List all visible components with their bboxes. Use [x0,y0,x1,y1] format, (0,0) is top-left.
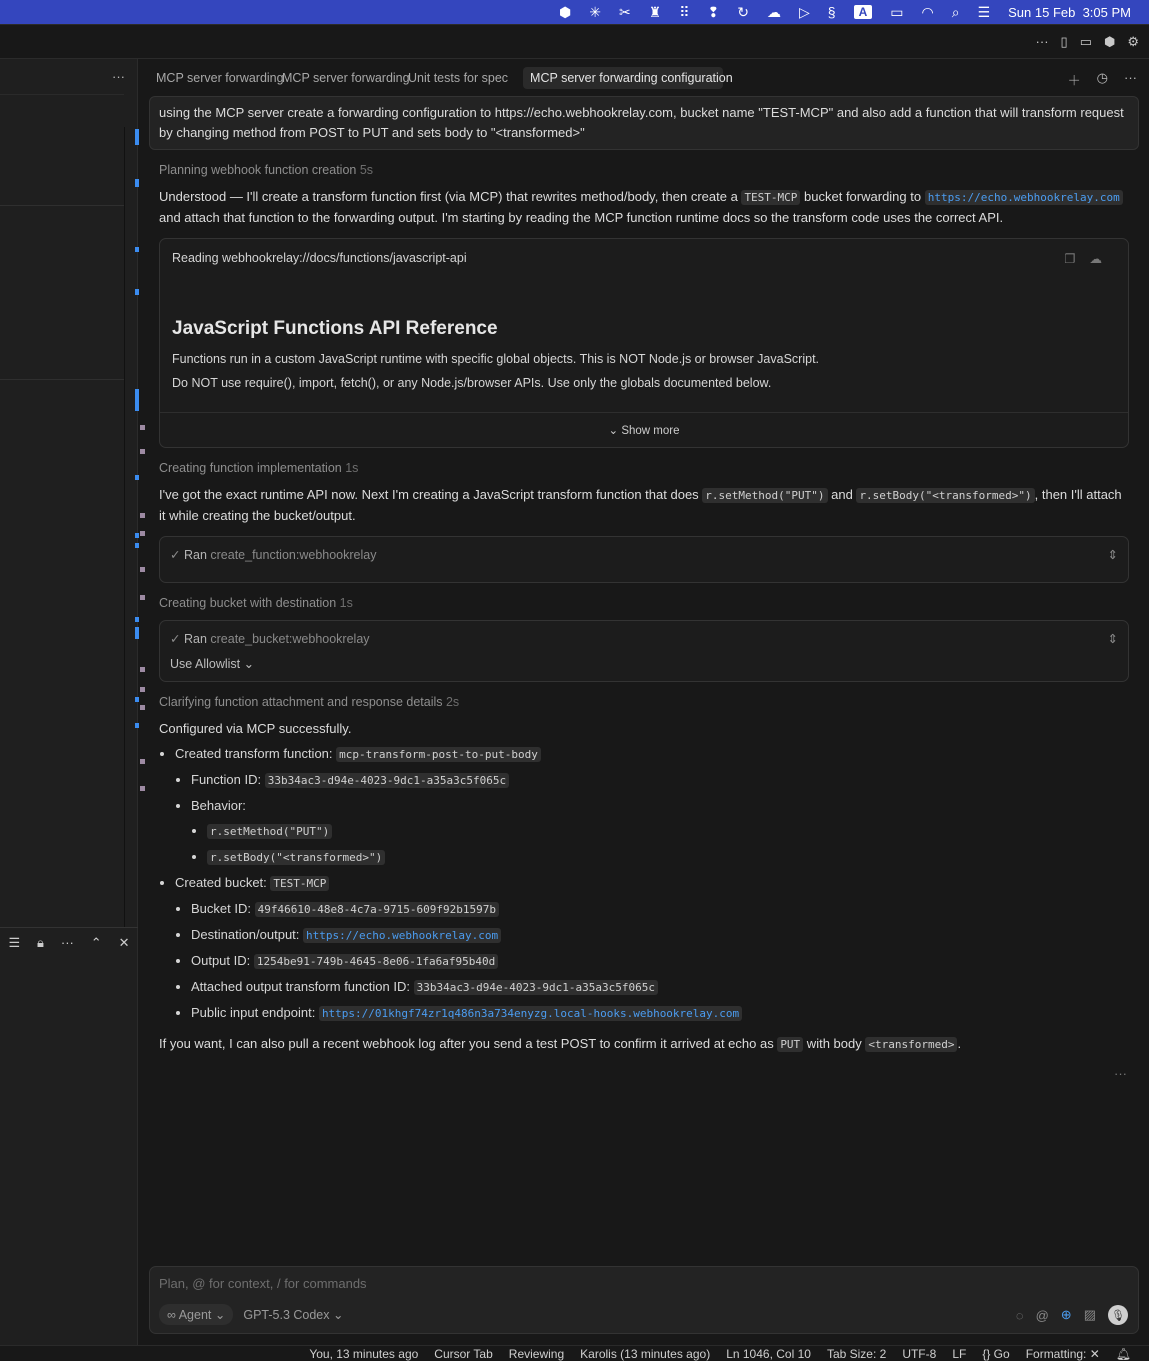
marker [140,425,145,430]
wifi-icon[interactable]: ◠ [921,3,934,20]
step-time: 5s [359,163,374,177]
chevron-down-icon: ⌄ [243,657,255,671]
tool-name: create_bucket:webhookrelay [210,632,370,646]
allowlist-label: Use Allowlist [170,657,241,671]
plus-icon[interactable]: ＋ [1067,73,1081,88]
control-center-icon[interactable]: ☰ [977,3,991,20]
inline-code: TEST-MCP [741,190,800,205]
marker [140,759,145,764]
message-more-icon[interactable]: ··· [1114,1066,1127,1081]
menu-bar [0,0,1149,24]
marker [140,449,145,454]
inline-code: r.setBody("<transformed>") [856,488,1034,503]
loading-icon: ◌ [1015,1307,1024,1323]
clear-filter-icon[interactable]: ☰ [8,934,21,950]
grid-icon[interactable]: ⠿ [679,3,690,20]
change-marker [135,533,139,538]
assistant-text [159,187,1129,228]
history-icon[interactable]: ◷ [1096,70,1108,85]
status-bar [0,1345,1149,1361]
label: Output ID: [191,953,251,968]
image-icon[interactable]: ▨ [1083,1307,1096,1322]
inline-code: <transformed> [865,1037,957,1052]
list-item [191,951,1139,972]
inline-code: r.setMethod("PUT") [207,824,332,839]
status-encoding[interactable]: UTF-8 [902,1346,937,1361]
list-item [175,873,1139,1024]
status-tab-size[interactable]: Tab Size: 2 [826,1346,887,1361]
cloud-icon[interactable]: ☁ [1089,252,1116,266]
text: with body [803,1036,866,1051]
search-icon[interactable]: ⌕ [951,3,960,20]
result-list [175,744,1139,1024]
inline-code: 1254be91-749b-4645-8e06-1fa6af95b40d [254,954,498,969]
model-label: GPT-5.3 Codex [243,1308,330,1322]
list-item [175,744,1139,868]
text: If you want, I can also pull a recent webhook log after you send a test POST to confirm it arrived at echo as [159,1036,778,1051]
marker [140,786,145,791]
step-label: Planning webhook function creation [159,163,357,177]
text: , then I'll attach it while creating the bucket/output. [159,487,1122,523]
doc-line: Do NOT use require(), import, fetch(), or any Node.js/browser APIs. Use only the globals documented below. [172,376,772,390]
tools-icon[interactable]: ✂ [618,3,631,20]
status-author[interactable]: Karolis (13 minutes ago) [580,1346,711,1361]
doc-read-card [159,238,1129,448]
date: Sun 15 Feb [1008,4,1076,20]
more-icon[interactable]: ··· [112,69,125,84]
marker [140,567,145,572]
show-more-button[interactable] [160,412,1128,447]
globe-icon[interactable]: ⊕ [1060,1307,1072,1322]
label: Destination/output: [191,927,300,942]
step-label: Creating bucket with destination [159,596,337,610]
check-icon: ✓ [170,632,181,646]
doc-title: Reading webhookrelay://docs/functions/javascript-api [172,251,467,265]
text: and attach that function to the forwarding output. I'm starting by reading the MCP function runtime docs so the transform code uses the correct API. [159,210,1004,225]
infinity-icon: ∞ [167,1308,176,1322]
user-message[interactable]: using the MCP server create a forwarding configuration to https://echo.webhookrelay.com, bucket name "TEST-MCP" and also add a function that will transform request by changing method from POST to PUT and sets body to "<transformed>" [149,96,1139,150]
input-source[interactable]: A [854,5,873,19]
thinking-step[interactable] [159,461,1129,475]
inline-link[interactable]: https://01khgf74zr1q486n3a734enyzg.local-hooks.webhookrelay.com [319,1006,742,1021]
copy-icon[interactable]: ❐ [1064,252,1090,266]
mode-label: Agent [178,1308,212,1322]
change-marker [135,697,139,702]
time: 3:05 PM [1082,4,1131,20]
label: Behavior: [191,798,246,813]
marker [140,667,145,672]
mode-selector[interactable] [159,1304,233,1325]
play-icon[interactable]: ▷ [799,3,810,20]
editor-header [0,94,124,206]
change-marker [135,627,139,639]
marker [140,705,145,710]
editor-panel [0,59,138,1345]
doc-heading: JavaScript Functions API Reference [172,318,498,339]
step-time: 1s [339,596,353,610]
doc-line: Functions run in a custom JavaScript runtime with specific global objects. This is NOT Node.js or browser JavaScript. [172,352,820,366]
list-item [207,847,1139,868]
chat-tabs [149,66,1144,90]
inline-code: 49f46610-48e8-4c7a-9715-609f92b1597b [255,902,499,917]
link-icon[interactable]: § [827,4,836,20]
notifications-icon[interactable]: 🔔︎ [1115,1346,1131,1361]
clock[interactable] [1008,5,1131,20]
more-icon[interactable]: ··· [1035,34,1049,49]
text: and [827,487,857,502]
app-icon[interactable]: ♜ [648,3,662,20]
tab-chat-active[interactable]: MCP server forwarding configuration [523,67,723,89]
inline-code: 33b34ac3-d94e-4023-9dc1-a35a3c5f065c [414,980,658,995]
status-reviewing[interactable]: Reviewing [508,1346,565,1361]
step-time: 1s [345,461,359,475]
change-marker [135,475,139,480]
thinking-step[interactable] [159,596,1129,610]
status-blame[interactable]: You, 13 minutes ago [309,1346,419,1361]
label: Public input endpoint: [191,1005,316,1020]
inline-code: TEST-MCP [270,876,329,891]
status-cursor-tab[interactable]: Cursor Tab [434,1346,493,1361]
thinking-step[interactable] [159,163,1129,177]
marker [140,595,145,600]
chat-composer[interactable] [149,1266,1139,1334]
list-item [191,1003,1139,1024]
list-item [191,796,1139,868]
scrollbar-minimap[interactable] [124,127,138,927]
more-icon[interactable]: ··· [1124,70,1137,85]
battery-icon[interactable]: ▭ [890,3,904,20]
change-marker [135,129,139,145]
tool-call-card[interactable] [159,536,1129,583]
check-icon: ✓ [170,548,181,562]
at-icon[interactable]: @ [1035,1307,1049,1323]
tab-chat-2[interactable]: MCP server forwarding [282,71,410,85]
status-language[interactable]: {} Go [982,1346,1010,1361]
gear-icon[interactable]: ⚙ [1127,33,1139,49]
change-marker [135,389,139,411]
label: Bucket ID: [191,901,251,916]
list-item [191,899,1139,920]
inline-code: PUT [777,1037,803,1052]
cube-icon[interactable]: ⬢ [559,3,572,20]
chat-thread [149,96,1139,1256]
divider [0,379,124,380]
show-more-label: Show more [621,425,680,437]
tool-status: Ran [183,548,207,562]
text: I've got the exact runtime API now. Next I'm creating a JavaScript transform function that does [159,487,703,502]
change-marker [135,543,139,548]
model-selector[interactable] [243,1307,343,1322]
label: Function ID: [191,772,262,787]
tab-chat-3[interactable]: Unit tests for spec [408,71,509,85]
title-bar [0,24,1149,59]
tab-chat-1[interactable]: MCP server forwarding [156,71,284,85]
inline-code: r.setMethod("PUT") [702,488,827,503]
toggle-panel-icon[interactable]: ▭ [1079,33,1092,49]
inline-code: mcp-transform-post-to-put-body [336,747,541,762]
marker [140,687,145,692]
expand-icon[interactable]: ⇕ [1107,548,1118,562]
tool-status: Ran [183,632,207,646]
status-eol[interactable]: LF [952,1346,967,1361]
find-bar [0,927,138,957]
lock-icon[interactable]: 🔒︎ [37,934,44,950]
alert-icon[interactable]: ❢ [707,3,720,20]
status-formatting[interactable]: Formatting: ✕ [1025,1346,1100,1361]
change-marker [135,617,139,622]
marker [140,513,145,518]
chevron-down-icon: ⌄ [608,425,619,437]
tool-call-card[interactable] [159,620,1129,682]
inline-link[interactable]: https://echo.webhookrelay.com [303,928,501,943]
step-label: Creating function implementation [159,461,342,475]
assistant-text [159,485,1129,526]
thinking-step[interactable] [159,695,1129,709]
list-item [191,770,1139,791]
allowlist-dropdown[interactable] [160,656,1128,681]
assistant-text [159,1034,1129,1055]
composer-input[interactable]: Plan, @ for context, / for commands [159,1276,367,1291]
inline-code: r.setBody("<transformed>") [207,850,385,865]
list-item [191,925,1139,946]
inline-code: 33b34ac3-d94e-4023-9dc1-a35a3c5f065c [265,773,509,788]
microphone-icon[interactable]: 🎙︎ [1108,1305,1128,1325]
text: . [957,1036,962,1051]
sparkle-icon[interactable]: ✳ [589,3,601,20]
chevron-down-icon: ⌄ [333,1308,344,1322]
label: Attached output transform function ID: [191,979,410,994]
step-time: 2s [445,695,460,709]
status-position[interactable]: Ln 1046, Col 10 [726,1346,811,1361]
label: Created transform function: [175,746,333,761]
weather-icon[interactable]: ☁ [767,3,782,20]
list-item [191,977,1139,998]
label: Created bucket: [175,875,267,890]
change-marker [135,723,139,728]
step-label: Clarifying function attachment and response details [159,695,443,709]
tab-actions [1068,70,1137,89]
list-item [207,821,1139,842]
inline-link[interactable]: https://echo.webhookrelay.com [925,190,1123,205]
change-marker [135,179,139,187]
change-marker [135,289,139,295]
chevron-down-icon: ⌄ [214,1308,226,1322]
toggle-sidebar-icon[interactable]: ▯ [1060,33,1068,49]
change-marker [135,247,139,252]
expand-icon[interactable]: ⇕ [1107,632,1118,646]
text: bucket forwarding to [800,189,925,204]
summary-text: Configured via MCP successfully. [159,721,352,736]
marker [140,531,145,536]
text: Understood — I'll create a transform function first (via MCP) that rewrites method/body, then create a [159,189,742,204]
chevron-up-icon[interactable]: ⌃ [90,934,102,950]
sync-icon[interactable]: ↻ [737,3,750,20]
close-icon[interactable]: ✕ [118,934,130,950]
cube-icon[interactable]: ⬢ [1103,33,1116,49]
tool-name: create_function:webhookrelay [210,548,377,562]
more-icon[interactable]: ··· [60,935,74,950]
